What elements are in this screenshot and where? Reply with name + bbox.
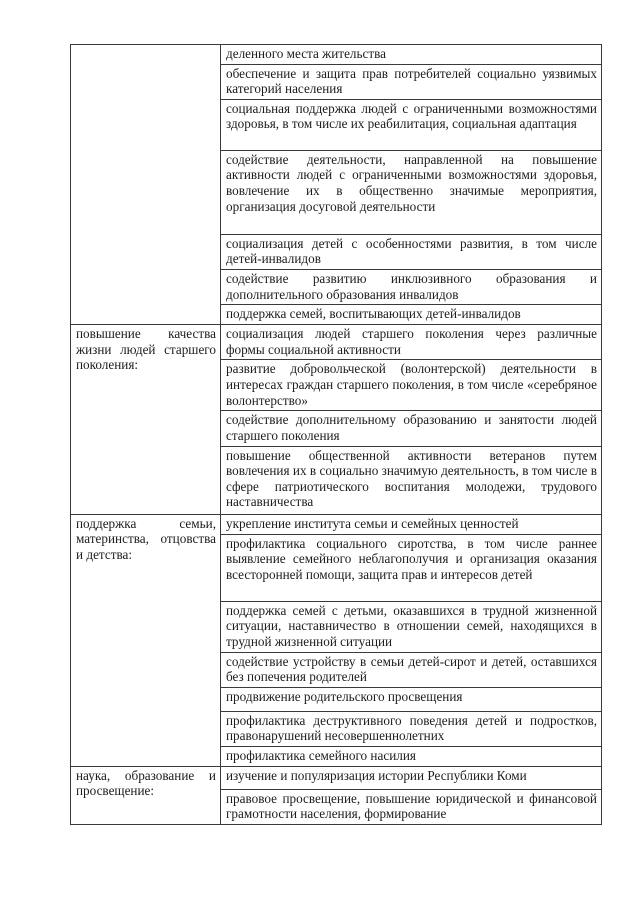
item-cell bbox=[221, 269, 602, 304]
item-cell bbox=[221, 234, 602, 269]
item-text: продвижение родительского просвещения bbox=[226, 688, 463, 704]
category-label: поддержка семьи, материнства, отцовства и детства: bbox=[76, 515, 216, 562]
item-cell bbox=[221, 652, 602, 687]
item-cell bbox=[221, 446, 602, 514]
table-row bbox=[71, 514, 602, 534]
item-text: деленного места жительства bbox=[226, 46, 387, 61]
item-cell bbox=[221, 325, 602, 360]
category-cell bbox=[71, 766, 221, 824]
item-text: поддержка семей с детьми, оказавшихся в трудной жизненной ситуации, наставничество в отношении семей, находящихся в трудной жизненной ситуации bbox=[226, 602, 597, 649]
item-text: правовое просвещение, повышение юридической и финансовой грамотности населения, формирование bbox=[226, 790, 597, 822]
item-cell bbox=[221, 711, 602, 746]
item-cell bbox=[221, 534, 602, 601]
item-text: содействие развитию инклюзивного образования и дополнительного образования инвалидов bbox=[226, 270, 597, 302]
item-text: социализация детей с особенностями развития, в том числе детей-инвалидов bbox=[226, 235, 597, 267]
item-cell bbox=[221, 45, 602, 65]
table-row bbox=[71, 45, 602, 65]
category-label: наука, образование и просвещение: bbox=[76, 767, 216, 799]
item-cell bbox=[221, 99, 602, 150]
category-cell bbox=[71, 325, 221, 514]
activities-table bbox=[70, 44, 602, 825]
item-cell bbox=[221, 360, 602, 411]
item-text: профилактика социального сиротства, в том числе раннее выявление семейного неблагополучия и организация оказания всесторонней помощи, защита прав и интересов детей bbox=[226, 535, 597, 582]
item-cell bbox=[221, 746, 602, 766]
item-text: содействие деятельности, направленной на повышение активности людей с ограниченными возможностями здоровья, вовлечение их в общественно значимые мероприятия, организация досуговой деятельности bbox=[226, 151, 597, 214]
item-text: поддержка семей, воспитывающих детей-инвалидов bbox=[226, 306, 521, 322]
item-text: социальная поддержка людей с ограниченными возможностями здоровья, в том числе их реабилитация, социальная адаптация bbox=[226, 100, 597, 132]
item-cell bbox=[221, 687, 602, 711]
table-row bbox=[71, 325, 602, 360]
item-text: социализация людей старшего поколения через различные формы социальной активности bbox=[226, 326, 597, 357]
item-text: обеспечение и защита прав потребителей социально уязвимых категорий населения bbox=[226, 65, 597, 97]
item-cell bbox=[221, 64, 602, 99]
item-cell bbox=[221, 150, 602, 234]
item-text: укрепление института семьи и семейных ценностей bbox=[226, 515, 519, 531]
item-text: профилактика деструктивного поведения детей и подростков, правонарушений несовершеннолетних bbox=[226, 712, 597, 744]
table-row bbox=[71, 766, 602, 789]
item-text: изучение и популяризация истории Республики Коми bbox=[226, 767, 527, 783]
item-cell bbox=[221, 789, 602, 824]
category-cell bbox=[71, 45, 221, 325]
category-cell bbox=[71, 514, 221, 766]
item-text: развитие добровольческой (волонтерской) деятельности в интересах граждан старшего поколения, в том числе «серебряное волонтерство» bbox=[226, 361, 597, 408]
item-text: содействие устройству в семьи детей-сирот и детей, оставшихся без попечения родителей bbox=[226, 653, 597, 685]
item-cell bbox=[221, 514, 602, 534]
item-cell bbox=[221, 411, 602, 446]
item-text: содействие дополнительному образованию и занятости людей старшего поколения bbox=[226, 412, 597, 443]
item-text: профилактика семейного насилия bbox=[226, 747, 416, 763]
item-cell bbox=[221, 601, 602, 652]
item-cell bbox=[221, 766, 602, 789]
category-label: повышение качества жизни людей старшего поколения: bbox=[76, 326, 216, 373]
item-text: повышение общественной активности ветеранов путем вовлечения их в социально значимую деятельность, в том числе в сфере патриотического воспитания молодежи, трудового наставничества bbox=[226, 447, 597, 510]
item-cell bbox=[221, 305, 602, 325]
